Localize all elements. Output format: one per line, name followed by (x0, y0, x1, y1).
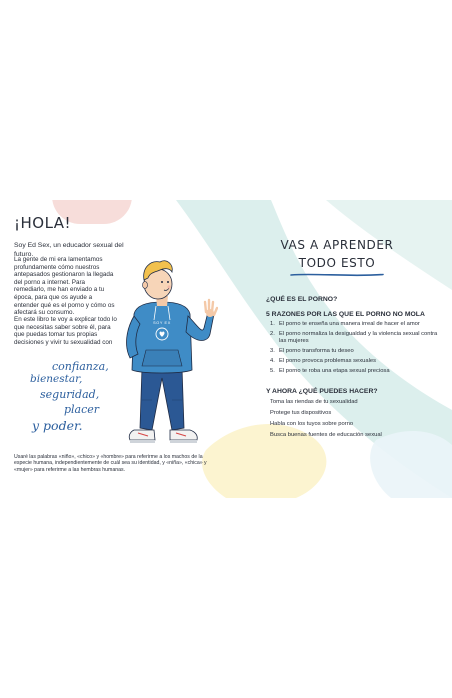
list-item: Busca buenas fuentes de educación sexual (270, 432, 382, 438)
title-underline (290, 272, 384, 278)
reason-number: 4. (270, 358, 275, 364)
intro-text: Soy Ed Sex, un educador sexual del futuro. (14, 242, 124, 258)
paragraph-book-purpose: En este libro te voy a explicar todo lo que necesitas saber sobre él, para que puedas tomar tus propias decisiones y vivir tu sexualidad con (14, 316, 117, 346)
right-page (226, 200, 452, 498)
reason-number: 3. (270, 348, 275, 354)
title-line-1: VAS A APRENDER (280, 238, 394, 252)
reason-text: El porno te enseña una manera irreal de hacer el amor (279, 321, 420, 327)
title-line-2: TODO ESTO (298, 256, 376, 270)
script-word-placer: placer (64, 403, 100, 416)
paragraph-history: La gente de mi era lamentamos profundamente cómo nuestros antepasados gestionaron la llegada del porno a internet. Para remediarlo, me han enviado a tu época, para que os ayude a entender qué es el porno y cómo os afectará su consumo. (14, 256, 115, 317)
script-word-bienestar: bienestar, (30, 373, 83, 385)
hola-heading: ¡HOLA! (14, 214, 72, 232)
reasons-heading: 5 RAZONES POR LAS QUE EL PORNO NO MOLA (266, 311, 425, 318)
list-item (270, 368, 446, 375)
reason-text: El porno transforma tu deseo (279, 348, 354, 354)
script-word-poder: y poder. (32, 418, 83, 433)
reason-number: 1. (270, 321, 275, 327)
list-item (270, 358, 446, 365)
reason-number: 2. (270, 331, 275, 337)
script-word-seguridad: seguridad, (40, 388, 100, 401)
chapter-title (262, 238, 412, 278)
list-item: Toma las riendas de tu sexualidad (270, 399, 358, 405)
book-spread (0, 200, 452, 498)
gender-terms-footnote: Usaré las palabras «niño», «chico» y «hombre» para referirme a los machos de la especie humana, independientemente de cuál sea su identidad, y «niña», «chica» y «mujer» para referirme a las hembras humanas. (14, 454, 207, 473)
hoodie-text: SOY EX (153, 321, 171, 325)
left-page (0, 200, 226, 498)
question-what-is-porn: ¿QUÉ ES EL PORNO? (266, 296, 338, 303)
reason-text: El porno provoca problemas sexuales (279, 358, 376, 364)
script-word-confianza: confianza, (52, 360, 109, 373)
list-item (270, 321, 446, 328)
list-item (270, 348, 446, 355)
list-item: Habla con los tuyos sobre porno (270, 421, 354, 427)
actions-list (270, 399, 446, 443)
list-item: Protege tus dispositivos (270, 410, 332, 416)
reasons-list (270, 321, 446, 378)
ed-sex-character-illustration (112, 250, 218, 456)
question-what-to-do: Y AHORA ¿QUÉ PUEDES HACER? (266, 388, 378, 395)
reason-text: El porno te roba una etapa sexual preciosa (279, 368, 390, 374)
list-item (270, 331, 446, 345)
reason-text: El porno normaliza la desigualdad y la violencia sexual contra las mujeres (279, 331, 438, 344)
reason-number: 5. (270, 368, 275, 374)
